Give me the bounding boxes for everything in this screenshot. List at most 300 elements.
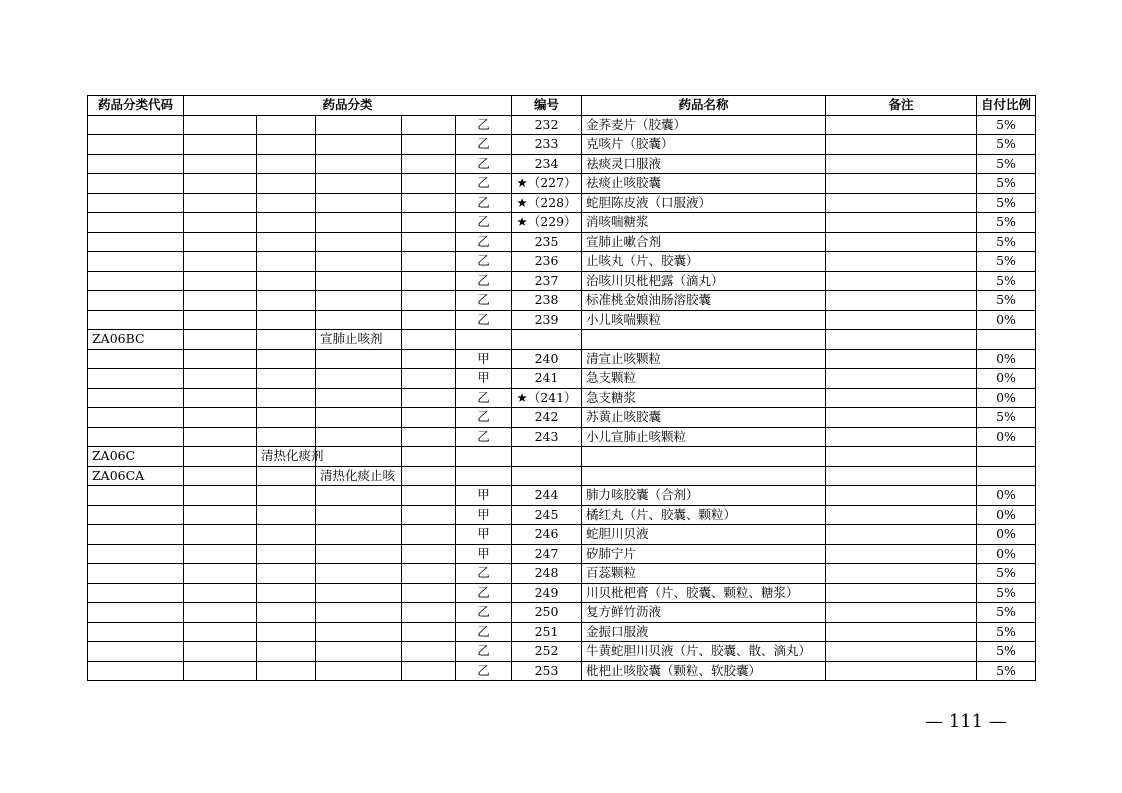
row-note (826, 213, 977, 233)
row-note (826, 447, 977, 467)
row-category-level-2 (257, 115, 316, 135)
row-ratio: 5% (977, 291, 1036, 311)
row-category-level-2 (257, 466, 316, 486)
row-category-level-3 (316, 603, 402, 623)
table-row (88, 349, 1036, 369)
table-row (88, 622, 1036, 642)
row-code (88, 115, 184, 135)
row-category-level-1 (184, 213, 257, 233)
row-note (826, 135, 977, 155)
row-number (512, 330, 582, 350)
row-code (88, 271, 184, 291)
row-code (88, 232, 184, 252)
row-grade: 乙 (456, 408, 512, 428)
row-category-level-2 (257, 564, 316, 584)
row-category-level-1 (184, 330, 257, 350)
row-grade: 乙 (456, 564, 512, 584)
row-category-level-1 (184, 154, 257, 174)
row-code (88, 661, 184, 681)
row-category-level-1 (184, 466, 257, 486)
row-category-level-1 (184, 408, 257, 428)
row-drug-name: 祛痰止咳胶囊 (582, 174, 826, 194)
row-category-level-3 (316, 369, 402, 389)
row-category-level-1 (184, 349, 257, 369)
row-category-level-4 (402, 564, 456, 584)
row-note (826, 154, 977, 174)
row-grade: 乙 (456, 193, 512, 213)
row-drug-name: 小儿宣肺止咳颗粒 (582, 427, 826, 447)
row-ratio: 5% (977, 661, 1036, 681)
row-category-level-3 (316, 154, 402, 174)
row-category-level-2: 清热化痰剂 (257, 447, 316, 467)
page-number: — 111 — (925, 711, 1007, 732)
row-ratio: 5% (977, 603, 1036, 623)
row-category-level-2 (257, 310, 316, 330)
row-code (88, 369, 184, 389)
row-drug-name: 蛇胆川贝液 (582, 525, 826, 545)
row-category-level-3 (316, 271, 402, 291)
row-category-level-1 (184, 174, 257, 194)
row-category-level-1 (184, 135, 257, 155)
row-category-level-4 (402, 525, 456, 545)
row-category-level-2 (257, 349, 316, 369)
row-ratio: 5% (977, 174, 1036, 194)
row-note (826, 271, 977, 291)
row-category-level-1 (184, 583, 257, 603)
row-category-level-4 (402, 466, 456, 486)
header-ratio: 自付比例 (977, 96, 1036, 116)
row-drug-name: 急支糖浆 (582, 388, 826, 408)
row-grade: 乙 (456, 661, 512, 681)
header-name: 药品名称 (582, 96, 826, 116)
row-note (826, 388, 977, 408)
row-code (88, 349, 184, 369)
row-category-level-3 (316, 349, 402, 369)
table-row (88, 466, 1036, 486)
row-ratio: 5% (977, 135, 1036, 155)
row-code (88, 622, 184, 642)
row-grade (456, 466, 512, 486)
table-row (88, 115, 1036, 135)
row-ratio: 0% (977, 544, 1036, 564)
table-row (88, 642, 1036, 662)
table-row (88, 310, 1036, 330)
row-grade: 乙 (456, 213, 512, 233)
row-category-level-4 (402, 310, 456, 330)
table-row (88, 525, 1036, 545)
row-code (88, 525, 184, 545)
row-ratio (977, 466, 1036, 486)
row-drug-name: 标准桃金娘油肠溶胶囊 (582, 291, 826, 311)
row-number: 245 (512, 505, 582, 525)
table-row (88, 544, 1036, 564)
row-category-level-4 (402, 213, 456, 233)
row-category-level-1 (184, 115, 257, 135)
row-category-level-4 (402, 330, 456, 350)
row-drug-name: 百蕊颗粒 (582, 564, 826, 584)
row-code: ZA06C (88, 447, 184, 467)
row-category-level-1 (184, 544, 257, 564)
row-category-level-3 (316, 310, 402, 330)
row-code (88, 154, 184, 174)
row-code: ZA06CA (88, 466, 184, 486)
row-category-level-3 (316, 213, 402, 233)
row-number: 244 (512, 486, 582, 506)
row-category-level-3 (316, 486, 402, 506)
row-code (88, 252, 184, 272)
table-row (88, 213, 1036, 233)
row-ratio: 0% (977, 505, 1036, 525)
row-grade: 乙 (456, 232, 512, 252)
row-category-level-4 (402, 622, 456, 642)
table-row (88, 174, 1036, 194)
row-category-level-2 (257, 661, 316, 681)
row-grade: 乙 (456, 135, 512, 155)
table-row (88, 154, 1036, 174)
row-grade: 乙 (456, 622, 512, 642)
row-number: 235 (512, 232, 582, 252)
row-number: 246 (512, 525, 582, 545)
row-grade (456, 330, 512, 350)
row-grade: 乙 (456, 115, 512, 135)
row-note (826, 330, 977, 350)
row-category-level-4 (402, 349, 456, 369)
row-code (88, 505, 184, 525)
header-category: 药品分类 (184, 96, 512, 116)
row-note (826, 291, 977, 311)
row-category-level-2 (257, 603, 316, 623)
row-drug-name: 蛇胆陈皮液（口服液） (582, 193, 826, 213)
row-category-level-2 (257, 583, 316, 603)
row-note (826, 369, 977, 389)
row-note (826, 622, 977, 642)
row-category-level-4 (402, 583, 456, 603)
row-category-level-4 (402, 427, 456, 447)
row-drug-name: 消咳喘糖浆 (582, 213, 826, 233)
table-row (88, 603, 1036, 623)
row-category-level-4 (402, 369, 456, 389)
row-category-level-2 (257, 622, 316, 642)
row-drug-name: 宣肺止嗽合剂 (582, 232, 826, 252)
row-number: ★（228） (512, 193, 582, 213)
table-row (88, 193, 1036, 213)
row-ratio: 5% (977, 622, 1036, 642)
row-drug-name: 金振口服液 (582, 622, 826, 642)
row-category-level-4 (402, 154, 456, 174)
row-note (826, 486, 977, 506)
row-ratio: 0% (977, 369, 1036, 389)
row-grade: 乙 (456, 154, 512, 174)
row-category-level-3 (316, 661, 402, 681)
header-number: 编号 (512, 96, 582, 116)
drug-table (87, 95, 1036, 681)
row-number: 241 (512, 369, 582, 389)
row-category-level-1 (184, 427, 257, 447)
row-number: 253 (512, 661, 582, 681)
row-ratio: 0% (977, 388, 1036, 408)
row-note (826, 427, 977, 447)
header-note: 备注 (826, 96, 977, 116)
row-ratio: 5% (977, 252, 1036, 272)
row-drug-name: 枇杷止咳胶囊（颗粒、软胶囊） (582, 661, 826, 681)
row-number: ★（229） (512, 213, 582, 233)
row-drug-name (582, 330, 826, 350)
row-drug-name: 止咳丸（片、胶囊） (582, 252, 826, 272)
row-code (88, 408, 184, 428)
row-drug-name: 小儿咳喘颗粒 (582, 310, 826, 330)
row-category-level-1 (184, 486, 257, 506)
row-category-level-1 (184, 564, 257, 584)
row-category-level-3 (316, 291, 402, 311)
row-category-level-1 (184, 447, 257, 467)
row-category-level-3 (316, 525, 402, 545)
row-ratio (977, 330, 1036, 350)
row-category-level-4 (402, 447, 456, 467)
row-category-level-1 (184, 505, 257, 525)
row-category-level-4 (402, 544, 456, 564)
header-code: 药品分类代码 (88, 96, 184, 116)
row-note (826, 544, 977, 564)
row-drug-name: 急支颗粒 (582, 369, 826, 389)
row-number: 240 (512, 349, 582, 369)
row-note (826, 252, 977, 272)
row-drug-name: 祛痰灵口服液 (582, 154, 826, 174)
table-row (88, 427, 1036, 447)
row-grade: 甲 (456, 525, 512, 545)
row-category-level-3 (316, 583, 402, 603)
row-grade (456, 447, 512, 467)
row-category-level-3 (316, 544, 402, 564)
row-number: ★（227） (512, 174, 582, 194)
row-code (88, 193, 184, 213)
table-row (88, 232, 1036, 252)
table-row (88, 408, 1036, 428)
row-grade: 乙 (456, 310, 512, 330)
row-grade: 乙 (456, 427, 512, 447)
row-note (826, 232, 977, 252)
row-code (88, 603, 184, 623)
row-category-level-2 (257, 525, 316, 545)
row-category-level-2 (257, 642, 316, 662)
row-number (512, 466, 582, 486)
table-row (88, 291, 1036, 311)
table-row (88, 388, 1036, 408)
row-category-level-2 (257, 369, 316, 389)
row-category-level-3 (316, 408, 402, 428)
row-number: 238 (512, 291, 582, 311)
row-category-level-2 (257, 544, 316, 564)
row-note (826, 661, 977, 681)
row-category-level-1 (184, 642, 257, 662)
row-category-level-4 (402, 135, 456, 155)
row-drug-name: 川贝枇杷膏（片、胶囊、颗粒、糖浆） (582, 583, 826, 603)
table-row (88, 447, 1036, 467)
row-ratio: 5% (977, 642, 1036, 662)
row-note (826, 193, 977, 213)
row-code (88, 291, 184, 311)
row-number: 248 (512, 564, 582, 584)
row-drug-name: 矽肺宁片 (582, 544, 826, 564)
row-ratio: 5% (977, 408, 1036, 428)
row-grade: 乙 (456, 603, 512, 623)
row-category-level-2 (257, 291, 316, 311)
row-note (826, 466, 977, 486)
row-grade: 甲 (456, 349, 512, 369)
row-code (88, 544, 184, 564)
row-grade: 乙 (456, 291, 512, 311)
row-number: 247 (512, 544, 582, 564)
row-category-level-3 (316, 193, 402, 213)
row-ratio: 0% (977, 427, 1036, 447)
row-code (88, 174, 184, 194)
row-category-level-2 (257, 505, 316, 525)
row-category-level-4 (402, 388, 456, 408)
row-ratio: 5% (977, 193, 1036, 213)
row-number: 250 (512, 603, 582, 623)
row-category-level-2 (257, 193, 316, 213)
row-category-level-3 (316, 447, 402, 467)
row-ratio: 5% (977, 232, 1036, 252)
row-category-level-2 (257, 213, 316, 233)
row-category-level-3: 清热化痰止咳 (316, 466, 402, 486)
row-category-level-1 (184, 603, 257, 623)
row-note (826, 583, 977, 603)
row-category-level-2 (257, 174, 316, 194)
table-row (88, 135, 1036, 155)
row-category-level-3 (316, 115, 402, 135)
row-note (826, 408, 977, 428)
row-category-level-3 (316, 642, 402, 662)
row-drug-name (582, 447, 826, 467)
table-header-row (88, 96, 1036, 116)
row-category-level-4 (402, 486, 456, 506)
row-number: 234 (512, 154, 582, 174)
row-category-level-3 (316, 252, 402, 272)
row-note (826, 564, 977, 584)
row-note (826, 642, 977, 662)
row-code (88, 310, 184, 330)
row-ratio: 5% (977, 564, 1036, 584)
table-row (88, 369, 1036, 389)
row-note (826, 174, 977, 194)
row-ratio: 5% (977, 154, 1036, 174)
row-code (88, 642, 184, 662)
row-ratio: 5% (977, 115, 1036, 135)
row-code (88, 135, 184, 155)
row-category-level-4 (402, 252, 456, 272)
row-number: 239 (512, 310, 582, 330)
row-note (826, 349, 977, 369)
row-category-level-3 (316, 564, 402, 584)
row-category-level-4 (402, 174, 456, 194)
row-category-level-3 (316, 174, 402, 194)
row-category-level-4 (402, 603, 456, 623)
row-drug-name: 牛黄蛇胆川贝液（片、胶囊、散、滴丸） (582, 642, 826, 662)
row-category-level-3 (316, 388, 402, 408)
row-code (88, 427, 184, 447)
row-number: 237 (512, 271, 582, 291)
row-grade: 甲 (456, 544, 512, 564)
row-code (88, 564, 184, 584)
table-row (88, 564, 1036, 584)
row-number: 243 (512, 427, 582, 447)
table-row (88, 486, 1036, 506)
row-number: 249 (512, 583, 582, 603)
row-code: ZA06BC (88, 330, 184, 350)
row-category-level-4 (402, 193, 456, 213)
row-category-level-3 (316, 427, 402, 447)
row-number: 233 (512, 135, 582, 155)
row-category-level-1 (184, 388, 257, 408)
row-number (512, 447, 582, 467)
row-category-level-3 (316, 622, 402, 642)
row-drug-name (582, 466, 826, 486)
row-category-level-3: 宣肺止咳剂 (316, 330, 402, 350)
row-category-level-2 (257, 388, 316, 408)
row-number: ★（241） (512, 388, 582, 408)
row-grade: 乙 (456, 174, 512, 194)
row-grade: 甲 (456, 505, 512, 525)
table-row (88, 330, 1036, 350)
row-grade: 乙 (456, 388, 512, 408)
table-row (88, 252, 1036, 272)
row-category-level-4 (402, 505, 456, 525)
row-number: 251 (512, 622, 582, 642)
row-ratio: 5% (977, 583, 1036, 603)
row-number: 236 (512, 252, 582, 272)
row-code (88, 388, 184, 408)
row-grade: 乙 (456, 583, 512, 603)
row-category-level-2 (257, 135, 316, 155)
row-code (88, 583, 184, 603)
row-category-level-2 (257, 486, 316, 506)
row-note (826, 310, 977, 330)
row-ratio: 0% (977, 486, 1036, 506)
row-note (826, 603, 977, 623)
row-category-level-1 (184, 193, 257, 213)
row-category-level-3 (316, 135, 402, 155)
row-category-level-2 (257, 154, 316, 174)
row-category-level-1 (184, 252, 257, 272)
row-grade: 乙 (456, 642, 512, 662)
row-drug-name: 金荞麦片（胶囊） (582, 115, 826, 135)
row-code (88, 213, 184, 233)
row-category-level-4 (402, 232, 456, 252)
row-category-level-2 (257, 427, 316, 447)
row-drug-name: 复方鲜竹沥液 (582, 603, 826, 623)
row-category-level-4 (402, 408, 456, 428)
row-note (826, 115, 977, 135)
row-grade: 乙 (456, 252, 512, 272)
row-category-level-3 (316, 232, 402, 252)
table-row (88, 583, 1036, 603)
row-code (88, 486, 184, 506)
row-ratio (977, 447, 1036, 467)
table-row (88, 505, 1036, 525)
row-number: 232 (512, 115, 582, 135)
row-category-level-1 (184, 661, 257, 681)
row-category-level-2 (257, 330, 316, 350)
row-category-level-1 (184, 291, 257, 311)
row-ratio: 5% (977, 213, 1036, 233)
row-category-level-1 (184, 271, 257, 291)
row-category-level-3 (316, 505, 402, 525)
row-note (826, 505, 977, 525)
row-ratio: 0% (977, 349, 1036, 369)
row-grade: 甲 (456, 486, 512, 506)
table-row (88, 271, 1036, 291)
row-drug-name: 清宣止咳颗粒 (582, 349, 826, 369)
